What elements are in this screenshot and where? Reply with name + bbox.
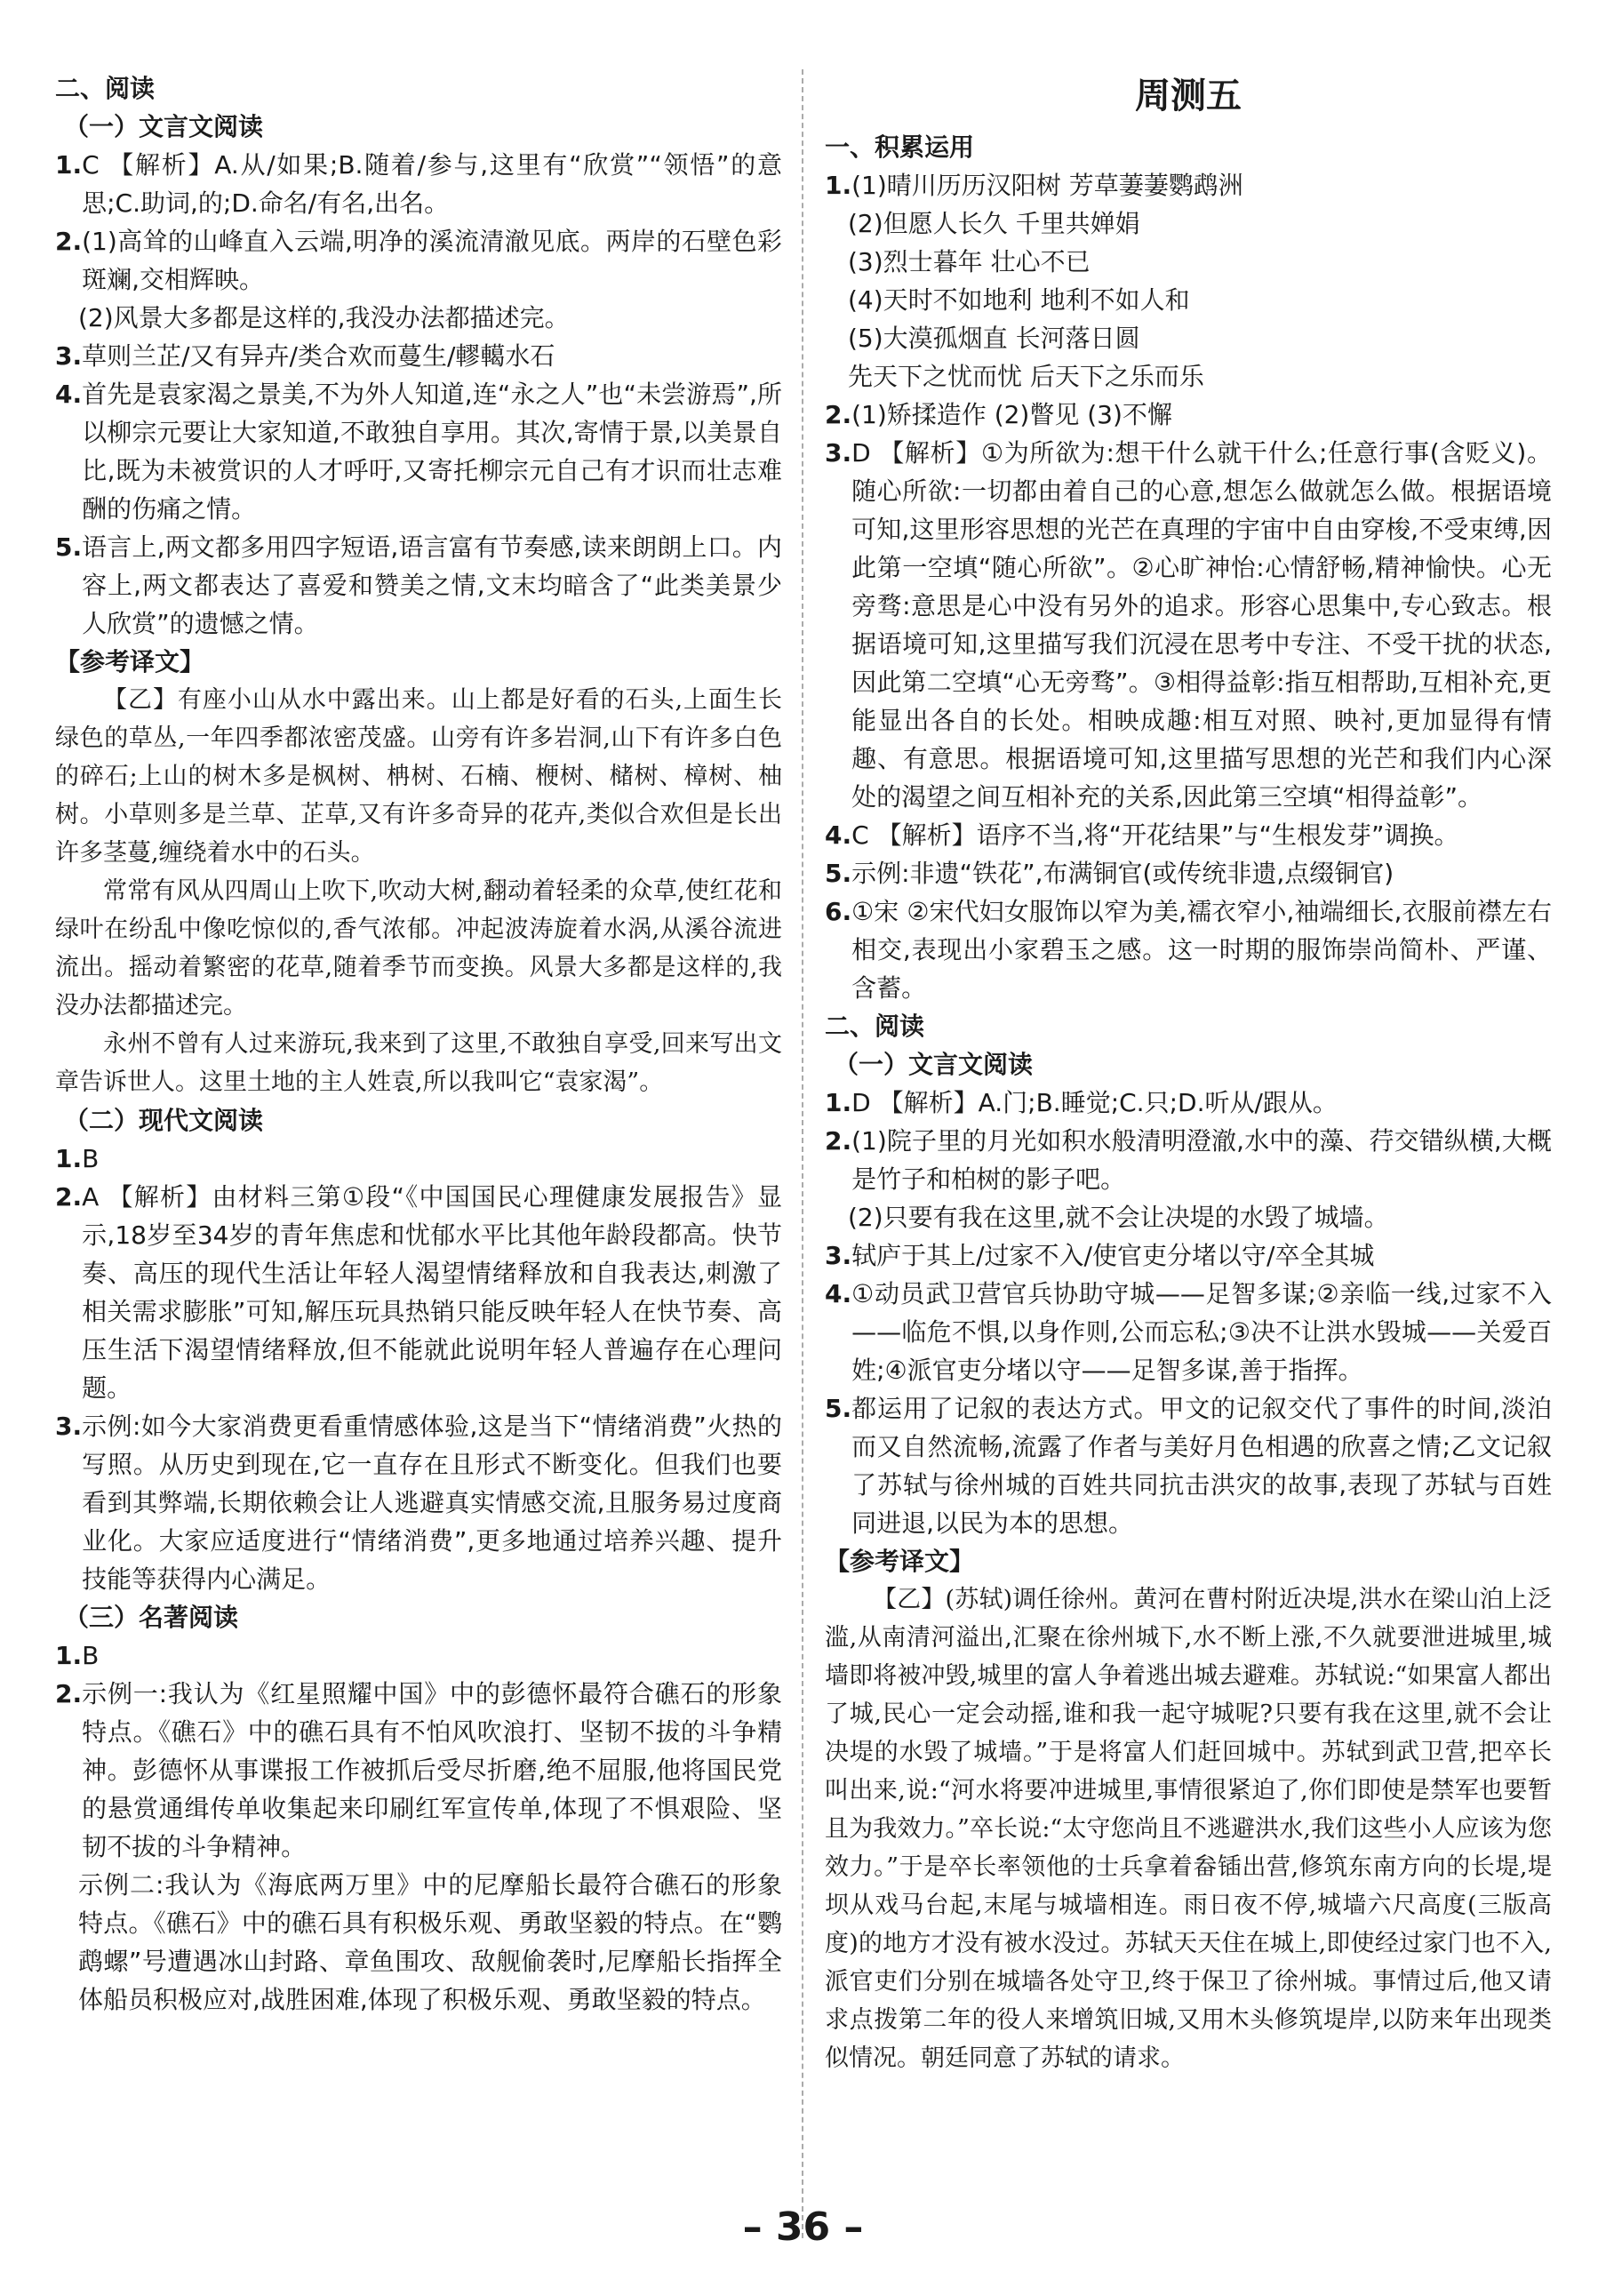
answer-item [825,816,1552,854]
item-number: 4. [825,1279,852,1308]
answer-item [55,337,782,375]
subsection-heading: （一）文言文阅读 [834,1050,1034,1079]
item-number: 2. [825,1126,852,1156]
subsection-heading: （二）现代文阅读 [64,1106,264,1135]
item-text: 语言上,两文都多用四字短语,语言富有节奏感,读来朗朗上口。内容上,两文都表达了喜爱和赞美之情,文末均暗含了“此类美景少人欣赏”的遗憾之情。 [82,532,782,638]
item-text: 首先是袁家渴之景美,不为外人知道,连“永之人”也“未尝游焉”,所以柳宗元要让大家知道,不敢独自享用。其次,寄情于景,以美景自比,既为未被赏识的人才呼吁,又寄托柳宗元自己有才识而壮志难酬的伤痛之情。 [82,380,782,524]
answer-item [55,1636,782,1675]
reference-translation-label: 【参考译文】 [55,647,205,676]
item-number: 5. [825,1394,852,1423]
poem-line: (5)大漠孤烟直 长河落日圆 [848,324,1140,353]
item-number: 2. [55,227,83,256]
item-text: C 【解析】语序不当,将“开花结果”与“生根发芽”调换。 [851,820,1459,850]
item-number: 3. [825,438,852,468]
section-heading: 二、阅读 [825,1012,925,1041]
answer-item [825,854,1552,892]
item-number: 4. [55,380,83,409]
answer-item [825,1122,1552,1198]
item-text: ①动员武卫营官兵协助守城——足智多谋;②亲临一线,过家不入——临危不惧,以身作则,公而忘私;③决不让洪水毁城——关爱百姓;④派官吏分堵以守——足智多谋,善于指挥。 [851,1279,1552,1385]
subsection-heading: （一）文言文阅读 [64,112,264,141]
right-column [825,69,1552,2077]
answer-item [825,1084,1552,1122]
answer-item [55,1407,782,1598]
item-number: 2. [55,1182,83,1212]
item-continuation: (2)风景大多都是这样的,我没办法都描述完。 [78,303,570,332]
item-text: 示例:非遗“铁花”,布满铜官(或传统非遗,点缀铜官) [851,859,1394,888]
page-number: – 36 – [742,2204,864,2250]
item-text: (1)晴川历历汉阳树 芳草萋萋鹦鹉洲 [851,171,1243,200]
section-heading: 一、积累运用 [825,132,975,162]
item-text: D 【解析】A.门;B.睡觉;C.只;D.听从/跟从。 [851,1088,1338,1117]
item-number: 1. [825,171,852,200]
item-text: D 【解析】①为所欲为:想干什么就干什么;任意行事(含贬义)。随心所欲:一切都由着自己的心意,想怎么做就怎么做。根据语境可知,这里形容思想的光芒在真理的宇宙中自由穿梭,不受束缚,因此第一空填“随心所欲”。②心旷神怡:心情舒畅,精神愉快。心无旁骛:意思是心中没有另外的追求。形容心思集中,专心致志。根据语境可知,这里描写我们沉浸在思考中专注、不受干扰的状态,因此第二空填“心无旁骛”。③相得益彰:指互相帮助,互相补充,更能显出各自的长处。相映成趣:相互对照、映衬,更加显得有情趣、有意思。根据语境可知,这里描写思想的光芒和我们内心深处的渴望之间互相补充的关系,因此第三空填“相得益彰”。 [851,438,1552,812]
item-number: 3. [55,341,83,371]
poem-line: (2)但愿人长久 千里共婵娟 [848,209,1140,238]
item-text: 轼庐于其上/过家不入/使官吏分堵以守/卒全其城 [851,1241,1375,1270]
subsection-heading: （三）名著阅读 [64,1603,239,1632]
poem-line: 先天下之忧而忧 后天下之乐而乐 [848,362,1204,391]
translation-paragraph: 常常有风从四周山上吹下,吹动大树,翻动着轻柔的众草,使红花和绿叶在纷乱中像吃惊似的,香气浓郁。冲起波涛旋着水涡,从溪谷流进流出。摇动着繁密的花草,随着季节而变换。风景大多都是这样的,我没办法都描述完。 [55,877,782,1020]
item-number: 2. [55,1679,83,1708]
translation-paragraph: 【乙】有座小山从水中露出来。山上都是好看的石头,上面生长绿色的草丛,一年四季都浓密茂盛。山旁有许多岩洞,山下有许多白色的碎石;上山的树木多是枫树、柟树、石楠、楩树、槠树、樟树、柚树。小草则多是兰草、芷草,又有许多奇异的花卉,类似合欢但是长出许多茎蔓,缠绕着水中的石头。 [55,686,782,867]
answer-item [825,1236,1552,1275]
page-title: 周测五 [1135,76,1242,116]
translation-paragraph: 【乙】(苏轼)调任徐州。黄河在曹村附近决堤,洪水在梁山泊上泛滥,从南清河溢出,汇聚在徐州城下,水不断上涨,不久就要泄进城里,城墙即将被冲毁,城里的富人争着逃出城去避难。苏轼说:“如果富人都出了城,民心一定会动摇,谁和我一起守城呢?只要有我在这里,就不会让决堤的水毁了城墙。”于是将富人们赶回城中。苏轼到武卫营,把卒长叫出来,说:“河水将要冲进城里,事情很紧迫了,你们即使是禁军也要暂且为我效力。”卒长说:“太守您尚且不逃避洪水,我们这些小人应该为您效力。”于是卒长率领他的士兵拿着畚锸出营,修筑东南方向的长堤,堤坝从戏马台起,末尾与城墙相连。雨日夜不停,城墙六尺高度(三版高度)的地方才没有被水没过。苏轼天天住在城上,即使经过家门也不入,派官吏们分别在城墙各处守卫,终于保卫了徐州城。事情过后,他又请求点拨第二年的役人来增筑旧城,又用木头修筑堤岸,以防来年出现类似情况。朝廷同意了苏轼的请求。 [825,1586,1552,2072]
answer-item [825,892,1552,1007]
item-text: 示例一:我认为《红星照耀中国》中的彭德怀最符合礁石的形象特点。《礁石》中的礁石具有不怕风吹浪打、坚韧不拔的斗争精神。彭德怀从事谍报工作被抓后受尽折磨,绝不屈服,他将国民党的悬赏通缉传单收集起来印刷红军宣传单,体现了不惧艰险、坚韧不拔的斗争精神。 [82,1679,782,1861]
item-text: 都运用了记叙的表达方式。甲文的记叙交代了事件的时间,淡泊而又自然流畅,流露了作者与美好月色相遇的欣喜之情;乙文记叙了苏轼与徐州城的百姓共同抗击洪灾的故事,表现了苏轼与百姓同进退,以民为本的思想。 [851,1394,1552,1538]
item-text: (1)矫揉造作 (2)瞥见 (3)不懈 [851,400,1172,429]
item-number: 4. [825,820,852,850]
item-text: (1)高耸的山峰直入云端,明净的溪流清澈见底。两岸的石壁色彩斑斓,交相辉映。 [82,227,782,294]
translation-paragraph: 永州不曾有人过来游玩,我来到了这里,不敢独自享受,回来写出文章告诉世人。这里土地的主人姓袁,所以我叫它“袁家渴”。 [55,1030,782,1096]
item-continuation: 示例二:我认为《海底两万里》中的尼摩船长最符合礁石的形象特点。《礁石》中的礁石具有积极乐观、勇敢坚毅的特点。在“鹦鹉螺”号遭遇冰山封路、章鱼围攻、敌舰偷袭时,尼摩船长指挥全体船员积极应对,战胜困难,体现了积极乐观、勇敢坚毅的特点。 [78,1870,782,2014]
item-number: 2. [825,400,852,429]
item-number: 6. [825,897,852,926]
item-text: C 【解析】A.从/如果;B.随着/参与,这里有“欣赏”“领悟”的意思;C.助词,的;D.命名/有名,出名。 [82,150,782,218]
item-text: B [82,1144,100,1173]
answer-item [55,1178,782,1407]
answer-item [825,1275,1552,1389]
answer-item [55,528,782,643]
item-number: 1. [55,150,83,180]
item-number: 1. [825,1088,852,1117]
item-text: ①宋 ②宋代妇女服饰以窄为美,襦衣窄小,袖端细长,衣服前襟左右相交,表现出小家碧玉之感。这一时期的服饰崇尚简朴、严谨、含蓄。 [851,897,1552,1003]
item-text: B [82,1641,100,1670]
item-text: 草则兰芷/又有异卉/类合欢而蔓生/轇轕水石 [82,341,555,371]
answer-item [55,375,782,528]
item-number: 1. [55,1144,83,1173]
item-text: (1)院子里的月光如积水般清明澄澈,水中的藻、荇交错纵横,大概是竹子和柏树的影子吧。 [851,1126,1552,1194]
reference-translation-label: 【参考译文】 [825,1547,975,1576]
item-number: 3. [825,1241,852,1270]
answer-item [55,1140,782,1178]
answer-item [55,1675,782,1866]
answer-item [55,222,782,299]
column-divider [802,69,803,2238]
answer-item [825,434,1552,816]
left-column [55,69,782,2019]
poem-line: (4)天时不如地利 地利不如人和 [848,285,1190,315]
item-text: 示例:如今大家消费更看重情感体验,这是当下“情绪消费”火热的写照。从历史到现在,它一直存在且形式不断变化。但我们也要看到其弊端,长期依赖会让人逃避真实情感交流,且服务易过度商业化。大家应适度进行“情绪消费”,更多地通过培养兴趣、提升技能等获得内心满足。 [82,1412,782,1594]
item-continuation: (2)只要有我在这里,就不会让决堤的水毁了城墙。 [848,1203,1389,1232]
item-number: 5. [825,859,852,888]
item-text: A 【解析】由材料三第①段“《中国国民心理健康发展报告》显示,18岁至34岁的青年焦虑和忧郁水平比其他年龄段都高。快节奏、高压的现代生活让年轻人渴望情绪释放和自我表达,刺激了相关需求膨胀”可知,解压玩具热销只能反映年轻人在快节奏、高压生活下渴望情绪释放,但不能就此说明年轻人普遍存在心理问题。 [82,1182,782,1403]
answer-item [825,166,1552,204]
answer-item [825,1389,1552,1542]
poem-line: (3)烈士暮年 壮心不已 [848,247,1091,276]
answer-item [55,146,782,222]
item-number: 5. [55,532,83,562]
answer-item [825,396,1552,434]
item-number: 3. [55,1412,83,1441]
section-heading: 二、阅读 [55,74,156,103]
item-number: 1. [55,1641,83,1670]
